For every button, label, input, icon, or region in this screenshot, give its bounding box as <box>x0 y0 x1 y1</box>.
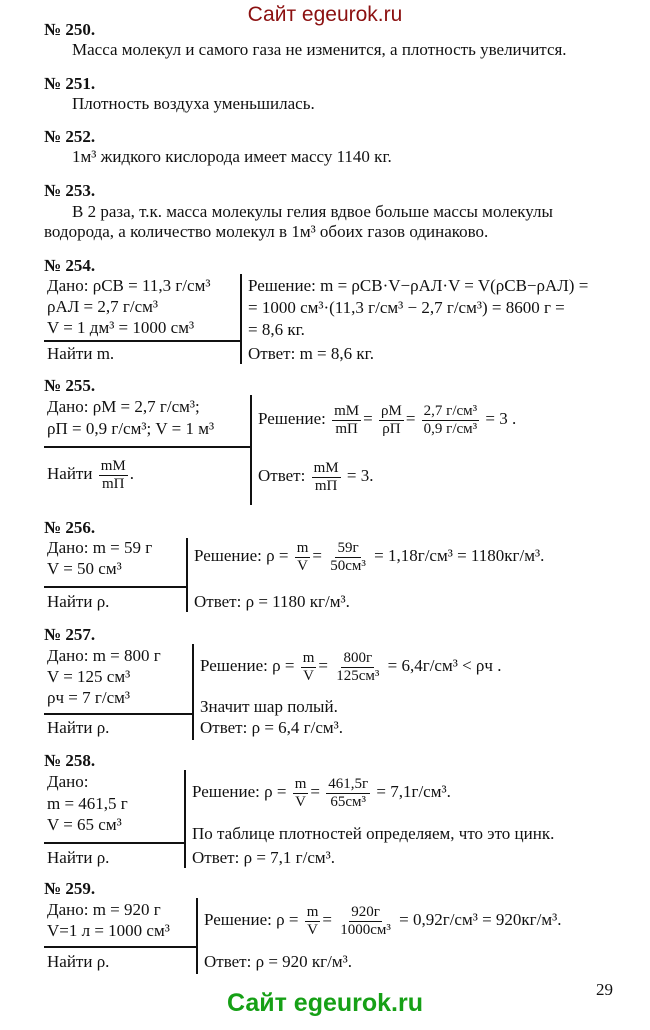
problem-255-solution: Решение: $\frac{mМ}{mП}$ = $\frac{\rho М}{\rho П}$ = $\frac{\text{2,7 г/см³}}{\text{0,9 г/см³}}$ = 3 . <box>258 403 517 437</box>
page-number: 29 <box>596 980 613 999</box>
problem-257-answer: Ответ: ρ = 6,4 г/см³. <box>200 718 343 737</box>
problem-254-answer: Ответ: m = 8,6 кг. <box>248 344 374 363</box>
problem-255-fraction-values: $\frac{\text{2,7 г/см³}}{\text{0,9 г/см³}}$ <box>423 403 478 437</box>
problem-257-fraction-values: $\frac{800г}{\text{125см³}}$ <box>336 650 380 684</box>
problem-259-find: Найти ρ. <box>47 952 110 971</box>
problem-258-find: Найти ρ. <box>47 848 110 867</box>
problem-255-given-1: Дано: ρМ = 2,7 г/см³; <box>47 397 200 416</box>
problem-257-divider <box>44 713 192 715</box>
problem-254-number: № 254. <box>44 256 96 275</box>
problem-254-given-1: Дано: ρСВ = 11,3 г/см³ <box>47 276 211 295</box>
problem-258-given-3: V = 65 см³ <box>47 815 122 834</box>
problem-258-note: По таблице плотностей определяем, что это цинк. <box>192 824 555 843</box>
problem-255-find-label: Найти <box>47 463 93 483</box>
problem-255-separator <box>250 395 252 505</box>
problem-255-result: = 3 . <box>485 408 517 428</box>
problem-251-text: Плотность воздуха уменьшилась. <box>72 94 315 113</box>
problem-255-given-2: ρП = 0,9 г/см³; V = 1 м³ <box>47 419 215 438</box>
problem-250-number: № 250. <box>44 20 96 39</box>
problem-255-fraction-density: $\frac{\rho М}{\rho П}$ <box>381 403 402 437</box>
problem-256-separator <box>186 538 188 612</box>
problem-257-given-1: Дано: m = 800 г <box>47 646 161 665</box>
problem-252-number: № 252. <box>44 127 96 146</box>
problem-258-given-2: m = 461,5 г <box>47 794 128 813</box>
problem-254-given-3: V = 1 дм³ = 1000 см³ <box>47 318 195 337</box>
problem-254-solution-3: = 8,6 кг. <box>248 320 305 339</box>
problem-258-number: № 258. <box>44 751 96 770</box>
problem-256-solution: Решение: ρ = $\frac{m}{V}$ = $\frac{59г}{\text{50см³}}$ = 1,18г/см³ = 1180кг/м³. <box>194 540 545 574</box>
problem-257-solution: Решение: ρ = $\frac{m}{V}$ = $\frac{800г}{\text{125см³}}$ = 6,4г/см³ < ρч . <box>200 650 502 684</box>
site-watermark-bottom[interactable]: Сайт egeurok.ru <box>226 989 424 1017</box>
problem-256-given-1: Дано: m = 59 г <box>47 538 153 557</box>
problem-255-find: Найти $\frac{mМ}{mП}$ . <box>47 458 134 492</box>
problem-257-result: = 6,4г/см³ < ρч . <box>387 655 502 675</box>
problem-258-divider <box>44 842 184 844</box>
problem-259-result: = 0,92г/см³ = 920кг/м³. <box>399 909 562 929</box>
problem-258-result: = 7,1г/см³. <box>376 781 451 801</box>
problem-256-divider <box>44 586 186 588</box>
problem-259-solution: Решение: ρ = $\frac{m}{V}$ = $\frac{920г}{\text{1000см³}}$ = 0,92г/см³ = 920кг/м³. <box>204 904 562 938</box>
problem-253-line1: В 2 раза, т.к. масса молекулы гелия вдвое больше массы молекулы <box>72 202 553 221</box>
problem-254-solution-2: = 1000 см³·(11,3 г/см³ − 2,7 г/см³) = 8600 г = <box>248 298 565 317</box>
problem-258-answer: Ответ: ρ = 7,1 г/см³. <box>192 848 335 867</box>
problem-259-number: № 259. <box>44 879 96 898</box>
problem-255-find-fraction: $\frac{mМ}{mП}$ <box>100 458 126 492</box>
problem-259-separator <box>196 898 198 974</box>
problem-254-find: Найти m. <box>47 344 115 363</box>
problem-255-answer-fraction: $\frac{mМ}{mП}$ <box>313 460 339 494</box>
site-watermark-top[interactable]: Сайт egeurok.ru <box>247 3 403 26</box>
problem-254-solution-1: Решение: m = ρСВ·V−ρАЛ·V = V(ρСВ−ρАЛ) = <box>248 276 589 295</box>
problem-258-fraction-formula: $\frac{m}{V}$ <box>294 776 307 810</box>
problem-253-line2: водорода, а количество молекул в 1м³ обоих газов одинаково. <box>44 222 489 241</box>
problem-257-fraction-formula: $\frac{m}{V}$ <box>302 650 315 684</box>
problem-255-fraction-mass: $\frac{mМ}{mП}$ <box>334 403 360 437</box>
problem-259-answer: Ответ: ρ = 920 кг/м³. <box>204 952 352 971</box>
problem-251-number: № 251. <box>44 74 96 93</box>
problem-256-fraction-formula: $\frac{m}{V}$ <box>296 540 309 574</box>
problem-256-answer: Ответ: ρ = 1180 кг/м³. <box>194 592 350 611</box>
problem-259-divider <box>44 946 196 948</box>
problem-259-fraction-formula: $\frac{m}{V}$ <box>306 904 319 938</box>
problem-254-given-2: ρАЛ = 2,7 г/см³ <box>47 297 158 316</box>
problem-257-note: Значит шар полый. <box>200 697 338 716</box>
problem-258-given-1: Дано: <box>47 772 89 791</box>
problem-256-fraction-values: $\frac{59г}{\text{50см³}}$ <box>330 540 366 574</box>
problem-256-result: = 1,18г/см³ = 1180кг/м³. <box>374 545 545 565</box>
problem-256-number: № 256. <box>44 518 96 537</box>
problem-255-divider <box>44 446 250 448</box>
problem-258-fraction-values: $\frac{461,5г}{\text{65см³}}$ <box>328 776 369 810</box>
problem-257-separator <box>192 644 194 740</box>
problem-257-given-3: ρч = 7 г/см³ <box>47 688 130 707</box>
problem-257-given-2: V = 125 см³ <box>47 667 131 686</box>
problem-254-separator <box>240 274 242 364</box>
problem-250-text: Масса молекул и самого газа не изменится, а плотность увеличится. <box>72 40 567 59</box>
problem-259-given-1: Дано: m = 920 г <box>47 900 161 919</box>
problem-255-number: № 255. <box>44 376 96 395</box>
problem-257-find: Найти ρ. <box>47 718 110 737</box>
problem-257-number: № 257. <box>44 625 96 644</box>
problem-258-separator <box>184 770 186 868</box>
problem-255-answer: Ответ: $\frac{mМ}{mП}$ = 3. <box>258 460 374 494</box>
problem-253-number: № 253. <box>44 181 96 200</box>
problem-258-solution: Решение: ρ = $\frac{m}{V}$ = $\frac{461,5г}{\text{65см³}}$ = 7,1г/см³. <box>192 776 451 810</box>
problem-255-solution-label: Решение: <box>258 408 326 428</box>
problem-259-fraction-values: $\frac{920г}{\text{1000см³}}$ <box>340 904 391 938</box>
problem-254-divider <box>44 340 240 342</box>
problem-256-given-2: V = 50 см³ <box>47 559 122 578</box>
problem-252-text: 1м³ жидкого кислорода имеет массу 1140 кг. <box>72 147 392 166</box>
problem-259-given-2: V=1 л = 1000 см³ <box>47 921 170 940</box>
problem-256-find: Найти ρ. <box>47 592 110 611</box>
